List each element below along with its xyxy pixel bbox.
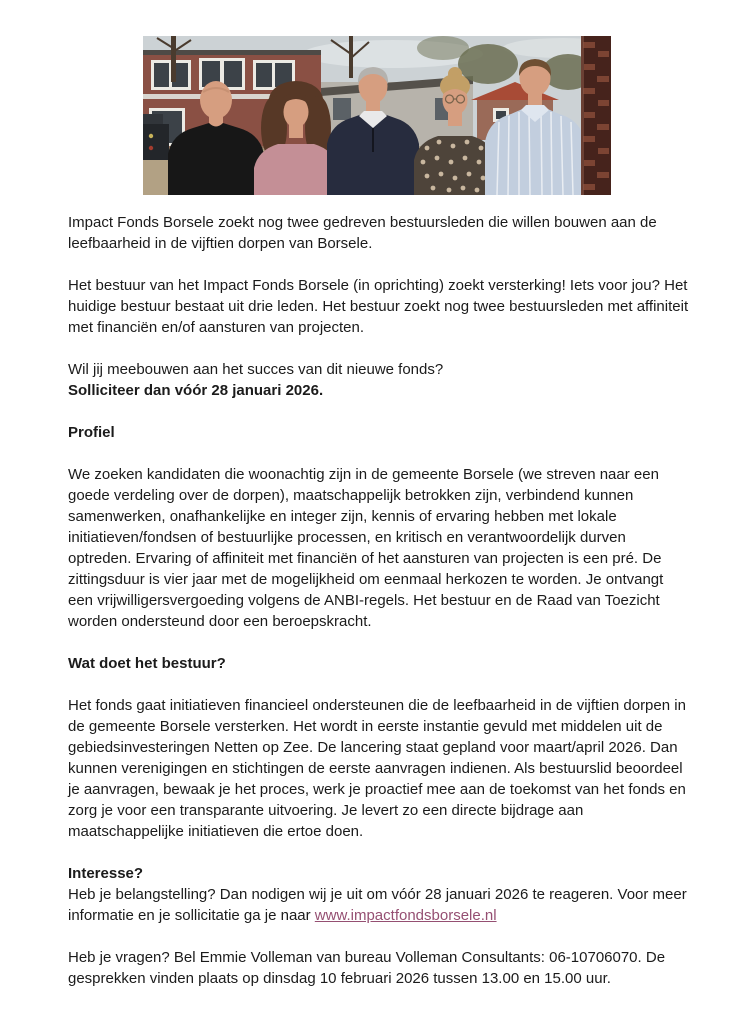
heading-profiel: Profiel [68, 424, 115, 441]
board-group-photo [143, 36, 611, 195]
interesse-paragraph [68, 884, 690, 926]
vacancy-paragraph: Het bestuur van het Impact Fonds Borsele (in oprichting) zoekt versterking! Iets voor jou? Het huidige bestuur bestaat uit drie leden. Het bestuur zoekt nog twee bestuursleden met affiniteit met financiën en/of aansturen van projecten. [68, 277, 689, 336]
intro-paragraph: Impact Fonds Borsele zoekt nog twee gedreven bestuursleden die willen bouwen aan de leefbaarheid in de vijftien dorpen van Borsele. [68, 214, 657, 252]
heading-wat-doet-het-bestuur: Wat doet het bestuur? [68, 655, 226, 672]
call-to-action [68, 359, 690, 401]
heading-interesse: Interesse? [68, 865, 144, 882]
profiel-paragraph: We zoeken kandidaten die woonachtig zijn in de gemeente Borsele (we streven naar een goede verdeling over de dorpen), maatschappelijk betrokken zijn, verbindend kunnen samenwerken, onafhankelijke en integer zijn, kennis of ervaring hebben met lokale initiatieven/fondsen of bestuurlijke processen, en kritisch en verantwoordelijk durven optreden. Ervaring of affiniteit met financiën of het aansturen van projecten is een pré. De zittingsduur is vier jaar met de mogelijkheid om eenmaal herkozen te worden. Je ontvangt een vrijwilligersvergoeding volgens de ANBI-regels. Het bestuur en de Raad van Toezicht worden ondersteund door een beroepskracht. [68, 466, 664, 630]
brick-column [581, 36, 611, 195]
cta-question: Wil jij meebouwen aan het succes van dit nieuwe fonds? [68, 361, 444, 378]
bestuur-paragraph: Het fonds gaat initiatieven financieel ondersteunen die de leefbaarheid in de vijftien dorpen in de gemeente Borsele versterken. Het wordt in eerste instantie gevuld met middelen uit de gebiedsinvesteringen Netten op Zee. De lancering staat gepland voor maart/april 2026. Dan kunnen verenigingen en stichtingen de eerste aanvragen indienen. Als bestuurslid beoordeel je aanvragen, bewaak je het proces, werk je proactief mee aan de toekomst van het fonds en zorg je voor een transparante uitvoering. Je levert zo een directe bijdrage aan maatschappelijke initiatieven die ertoe doen. [68, 697, 686, 840]
website-link[interactable]: www.impactfondsborsele.nl [314, 907, 497, 924]
contact-paragraph: Heb je vragen? Bel Emmie Volleman van bureau Volleman Consultants: 06-10706070. De gesprekken vinden plaats op dinsdag 10 februari 2026 tussen 13.00 en 15.00 uur. [68, 949, 666, 987]
document-page [0, 36, 754, 1036]
cta-deadline: Solliciteer dan vóór 28 januari 2026. [68, 382, 324, 399]
interesse-text: Heb je belangstelling? Dan nodigen wij je uit om vóór 28 januari 2026 te reageren. Voor meer informatie en je sollicitatie ga je naar [68, 886, 687, 924]
document-body [68, 212, 690, 989]
